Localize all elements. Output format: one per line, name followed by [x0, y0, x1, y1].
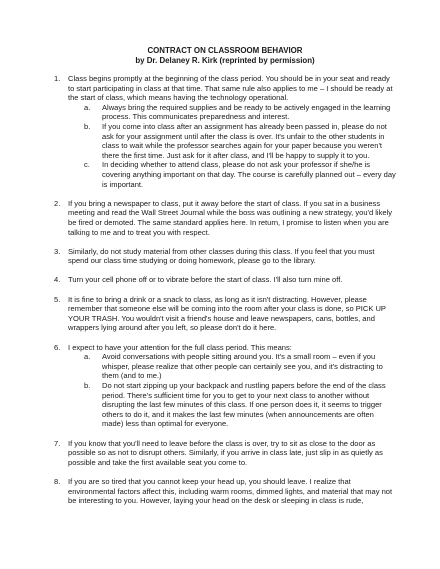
item-number: 5. — [54, 294, 61, 304]
sub-item-letter: c. — [84, 160, 90, 170]
item-number: 4. — [54, 275, 61, 285]
item-text: I expect to have your attention for the full class period. This means: — [68, 342, 292, 352]
item-text: Class begins promptly at the beginning of the class period. You should be in your seat and ready to start participating in class at that time. That same rule also applies to me – I should be ready at the start of class, which means having the technology operational. — [68, 74, 393, 103]
sub-item-letter: a. — [84, 102, 91, 112]
item-number: 2. — [54, 198, 61, 208]
item-number: 8. — [54, 476, 61, 486]
sub-item-letter: b. — [84, 381, 91, 390]
sub-item-text: If you come into class after an assignment has already been passed in, please do not ask for your assignment until after the class is over. It's unfair to the other students in class to wait while the professor searches again for your paper because you weren't there the first time. Just ask for it after class, and I'll be happy to supply it to you. — [102, 121, 387, 160]
sub-item-text: Always bring the required supplies and be ready to be actively engaged in the learning process. This communicates preparedness and interest. — [102, 102, 391, 122]
item-text: Similarly, do not study material from other classes during this class. If you feel that you must spend our class time studying or doing homework, please go to the library. — [68, 246, 375, 266]
item-text: It is fine to bring a drink or a snack to class, as long as it isn't distracting. However, please remember that someone else will be coming into the room after your class is done, so PICK UP YOUR TRASH. You wouldn't visit a friend's house and leave newspapers, cans, bottles, and wrappers lying around after you left, so please don't do it here. — [68, 294, 386, 333]
sub-item — [68, 122, 396, 160]
sub-item — [68, 160, 396, 189]
item-number: 1. — [54, 74, 61, 83]
item-text: If you know that you'll need to leave before the class is over, try to sit as close to the door as possible so as not to disrupt others. Similarly, if you arrive in class late, just slip in as quietly as possible and take the first available seat you come to. — [68, 438, 383, 467]
sub-item-letter: a. — [84, 352, 91, 362]
list-item — [54, 275, 396, 285]
document-byline: by Dr. Delaney R. Kirk (reprinted by permission) — [135, 56, 315, 65]
list-item — [54, 343, 396, 429]
sub-item — [68, 103, 396, 122]
list-item — [54, 439, 396, 468]
sub-item-text: Do not start zipping up your backpack and rustling papers before the end of the class period. There's sufficient time for you to get to your next class to another without disrupting the last few minutes of this class. If one person does it, it seems to trigger others to do it, and it makes the last few minutes (when announcements are often made) less than optimal for everyone. — [102, 381, 386, 429]
list-item — [54, 247, 396, 266]
item-text: Turn your cell phone off or to vibrate before the start of class. I'll also turn mine off. — [68, 275, 343, 285]
sub-item-text: In deciding whether to attend class, please do not ask your professor if she/he is covering anything important on that day. The course is carefully planned out – every day is important. — [102, 160, 396, 189]
sub-item — [68, 381, 396, 429]
list-item — [54, 199, 396, 237]
sub-item — [68, 352, 396, 381]
list-item — [54, 295, 396, 333]
item-number: 3. — [54, 246, 61, 256]
sub-item-text: Avoid conversations with people sitting around you. It's a small room – even if you whisper, please realize that other people can certainly see you, and it's distracting to them (and to me.) — [102, 352, 383, 381]
item-list — [54, 74, 396, 506]
item-number: 6. — [54, 342, 61, 352]
item-text: If you bring a newspaper to class, put it away before the start of class. If you sat in a business meeting and read the Wall Street Journal while the boss was outlining a new strategy, you'd likely be fired or demoted. The same standard applies here. In return, I promise to listen when you are talking to me and to treat you with respect. — [68, 198, 393, 237]
list-item — [54, 477, 396, 506]
item-text: If you are so tired that you cannot keep your head up, you should leave. I realize that environmental factors affect this, including warm rooms, dimmed lights, and material that may not be interesting to you. However, laying your head on the desk or sleeping in class is rude, — [68, 476, 393, 506]
item-number: 7. — [54, 438, 61, 448]
sub-item-letter: b. — [84, 121, 91, 131]
document-title: CONTRACT ON CLASSROOM BEHAVIOR — [147, 46, 303, 55]
list-item — [54, 74, 396, 189]
